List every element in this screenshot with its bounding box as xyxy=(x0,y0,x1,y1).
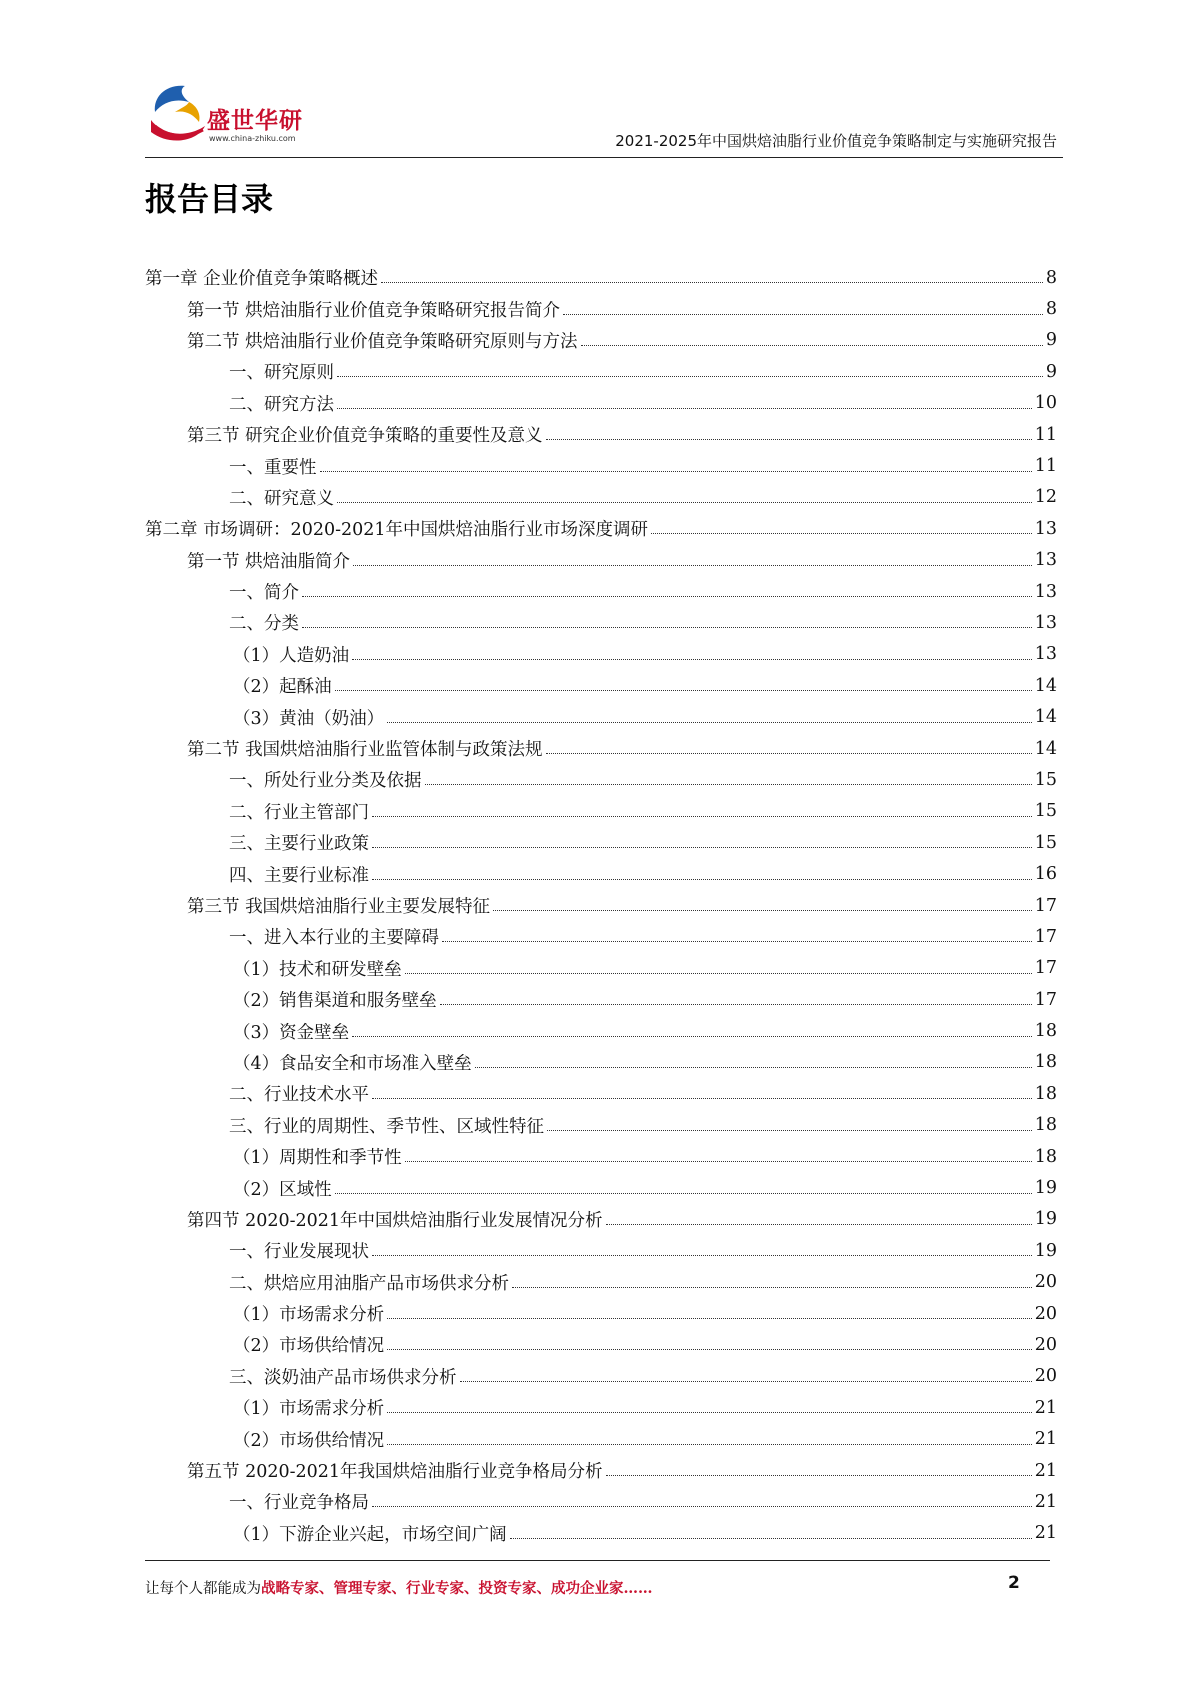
toc-entry-label: 二、行业技术水平 xyxy=(229,1085,369,1106)
toc-entry-page: 17 xyxy=(1034,895,1057,916)
toc-entry-page: 11 xyxy=(1034,456,1057,477)
toc-entry[interactable] xyxy=(145,670,1057,701)
toc-dot-leader xyxy=(335,1193,1032,1194)
toc-entry-label: 一、重要性 xyxy=(229,457,317,478)
toc-entry-page: 14 xyxy=(1034,738,1057,759)
toc-entry-label: 第一章 企业价值竞争策略概述 xyxy=(145,269,379,290)
toc-entry[interactable] xyxy=(145,1078,1057,1109)
toc-dot-leader xyxy=(425,784,1032,785)
toc-entry[interactable] xyxy=(145,1486,1057,1517)
toc-entry-page: 21 xyxy=(1034,1491,1057,1512)
toc-entry-label: （2）销售渠道和服务壁垒 xyxy=(233,991,437,1012)
toc-entry-label: （2）区域性 xyxy=(233,1179,332,1200)
toc-entry[interactable] xyxy=(145,1298,1057,1329)
toc-entry-page: 17 xyxy=(1034,926,1057,947)
toc-entry-page: 19 xyxy=(1034,1209,1057,1230)
toc-entry-label: 第二节 烘焙油脂行业价值竞争策略研究原则与方法 xyxy=(187,331,578,352)
toc-entry[interactable] xyxy=(145,513,1057,544)
toc-dot-leader xyxy=(606,1224,1032,1225)
toc-entry[interactable] xyxy=(145,607,1057,638)
toc-entry-label: （3）黄油（奶油） xyxy=(233,708,385,729)
toc-entry[interactable] xyxy=(145,858,1057,889)
toc-entry[interactable] xyxy=(145,419,1057,450)
toc-dot-leader xyxy=(547,1130,1032,1131)
toc-entry-page: 17 xyxy=(1034,989,1057,1010)
logo-name: 盛世华研 xyxy=(207,108,303,134)
toc-entry-label: （1）市场需求分析 xyxy=(233,1399,385,1420)
toc-entry[interactable] xyxy=(145,921,1057,952)
toc-entry-page: 18 xyxy=(1034,1052,1057,1073)
toc-dot-leader xyxy=(337,408,1032,409)
toc-entry-label: 第一节 烘焙油脂简介 xyxy=(187,551,351,572)
toc-entry-label: （1）周期性和季节性 xyxy=(233,1148,402,1169)
toc-entry[interactable] xyxy=(145,701,1057,732)
toc-entry[interactable] xyxy=(145,1141,1057,1172)
toc-entry[interactable] xyxy=(145,890,1057,921)
toc-entry-label: 三、行业的周期性、季节性、区域性特征 xyxy=(229,1116,544,1137)
toc-entry-page: 15 xyxy=(1034,832,1057,853)
toc-dot-leader xyxy=(651,533,1032,534)
toc-entry[interactable] xyxy=(145,1423,1057,1454)
toc-entry-page: 17 xyxy=(1034,958,1057,979)
toc-entry-label: 第三节 研究企业价值竞争策略的重要性及意义 xyxy=(187,426,543,447)
toc-entry-label: 三、淡奶油产品市场供求分析 xyxy=(229,1367,457,1388)
toc-entry-label: （1）技术和研发壁垒 xyxy=(233,959,402,980)
toc-dot-leader xyxy=(460,1381,1032,1382)
toc-entry-page: 9 xyxy=(1045,330,1057,351)
toc-dot-leader xyxy=(475,1067,1032,1068)
toc-entry-label: （1）下游企业兴起，市场空间广阔 xyxy=(233,1524,507,1545)
toc-entry-page: 20 xyxy=(1034,1272,1057,1293)
toc-entry[interactable] xyxy=(145,1455,1057,1486)
toc-entry[interactable] xyxy=(145,984,1057,1015)
toc-entry-page: 9 xyxy=(1045,361,1057,382)
toc-dot-leader xyxy=(606,1475,1032,1476)
toc-dot-leader xyxy=(387,1444,1032,1445)
toc-entry-label: 二、研究意义 xyxy=(229,488,334,509)
toc-entry-page: 13 xyxy=(1034,581,1057,602)
report-title: 2021-2025年中国烘焙油脂行业价值竞争策略制定与实施研究报告 xyxy=(615,132,1057,150)
toc-dot-leader xyxy=(372,816,1032,817)
page-header xyxy=(145,80,1065,160)
toc-dot-leader xyxy=(387,1412,1032,1413)
toc-entry-label: 一、所处行业分类及依据 xyxy=(229,771,422,792)
toc-entry-label: 一、简介 xyxy=(229,583,299,604)
toc-dot-leader xyxy=(372,879,1032,880)
toc-entry-page: 15 xyxy=(1034,801,1057,822)
toc-entry[interactable] xyxy=(145,576,1057,607)
toc-dot-leader xyxy=(302,627,1032,628)
toc-entry-page: 10 xyxy=(1034,393,1057,414)
toc-entry[interactable] xyxy=(145,262,1057,293)
toc-heading: 报告目录 xyxy=(145,180,274,218)
toc-dot-leader xyxy=(372,1506,1032,1507)
toc-entry-label: 第五节 2020-2021年我国烘焙油脂行业竞争格局分析 xyxy=(187,1462,603,1483)
toc-entry-page: 19 xyxy=(1034,1240,1057,1261)
toc-entry[interactable] xyxy=(145,1110,1057,1141)
toc-entry-page: 20 xyxy=(1034,1303,1057,1324)
toc-entry[interactable] xyxy=(145,1047,1057,1078)
toc-dot-leader xyxy=(510,1538,1032,1539)
toc-dot-leader xyxy=(581,345,1043,346)
toc-entry-page: 20 xyxy=(1034,1334,1057,1355)
toc-dot-leader xyxy=(372,847,1032,848)
toc-entry-label: 第一节 烘焙油脂行业价值竞争策略研究报告简介 xyxy=(187,300,561,321)
toc-entry[interactable] xyxy=(145,325,1057,356)
toc-entry-page: 8 xyxy=(1045,267,1057,288)
toc-dot-leader xyxy=(387,1318,1032,1319)
toc-entry[interactable] xyxy=(145,356,1057,387)
toc-dot-leader xyxy=(387,1349,1032,1350)
toc-entry-page: 13 xyxy=(1034,612,1057,633)
toc-dot-leader xyxy=(320,471,1032,472)
footer-divider xyxy=(145,1560,1050,1561)
toc-entry[interactable] xyxy=(145,733,1057,764)
toc-entry[interactable] xyxy=(145,827,1057,858)
toc-dot-leader xyxy=(302,596,1032,597)
toc-entry[interactable] xyxy=(145,1361,1057,1392)
toc-entry[interactable] xyxy=(145,796,1057,827)
table-of-contents xyxy=(145,262,1057,1549)
toc-dot-leader xyxy=(563,314,1043,315)
toc-dot-leader xyxy=(352,659,1032,660)
footer-slogan xyxy=(145,1577,653,1598)
toc-entry[interactable] xyxy=(145,953,1057,984)
toc-dot-leader xyxy=(512,1287,1032,1288)
footer-slogan-prefix: 让每个人都能成为 xyxy=(145,1581,261,1597)
toc-entry-page: 21 xyxy=(1034,1523,1057,1544)
toc-entry-page: 18 xyxy=(1034,1146,1057,1167)
page-number: 2 xyxy=(1008,1573,1020,1593)
toc-entry[interactable] xyxy=(145,1518,1057,1549)
toc-entry-label: 三、主要行业政策 xyxy=(229,834,369,855)
toc-entry-page: 13 xyxy=(1034,644,1057,665)
footer-slogan-highlight: 战略专家、管理专家、行业专家、投资专家、成功企业家…… xyxy=(261,1580,653,1597)
toc-dot-leader xyxy=(372,1255,1032,1256)
toc-entry[interactable] xyxy=(145,293,1057,324)
toc-entry-label: 一、行业竞争格局 xyxy=(229,1493,369,1514)
toc-entry-page: 14 xyxy=(1034,675,1057,696)
toc-entry[interactable] xyxy=(145,1172,1057,1203)
toc-entry-page: 14 xyxy=(1034,707,1057,728)
toc-entry-page: 11 xyxy=(1034,424,1057,445)
toc-entry-page: 8 xyxy=(1045,299,1057,320)
toc-entry-page: 18 xyxy=(1034,1021,1057,1042)
toc-entry[interactable] xyxy=(145,450,1057,481)
toc-entry[interactable] xyxy=(145,545,1057,576)
toc-entry-label: （1）人造奶油 xyxy=(233,645,350,666)
toc-entry-label: 二、研究方法 xyxy=(229,394,334,415)
toc-dot-leader xyxy=(381,282,1043,283)
toc-entry-label: 二、行业主管部门 xyxy=(229,802,369,823)
toc-entry-label: 二、烘焙应用油脂产品市场供求分析 xyxy=(229,1273,509,1294)
toc-entry-page: 12 xyxy=(1034,487,1057,508)
toc-dot-leader xyxy=(387,722,1032,723)
toc-entry-label: （4）食品安全和市场准入壁垒 xyxy=(233,1053,472,1074)
toc-entry-page: 21 xyxy=(1034,1429,1057,1450)
toc-entry-page: 19 xyxy=(1034,1178,1057,1199)
toc-entry-page: 13 xyxy=(1034,550,1057,571)
toc-entry[interactable] xyxy=(145,388,1057,419)
toc-entry-page: 21 xyxy=(1034,1460,1057,1481)
toc-entry-label: （2）市场供给情况 xyxy=(233,1336,385,1357)
toc-entry[interactable] xyxy=(145,482,1057,513)
toc-entry-page: 13 xyxy=(1034,518,1057,539)
toc-entry-label: 四、主要行业标准 xyxy=(229,865,369,886)
logo-emblem-icon xyxy=(145,80,215,152)
toc-dot-leader xyxy=(335,690,1032,691)
toc-entry-label: （1）市场需求分析 xyxy=(233,1305,385,1326)
toc-dot-leader xyxy=(337,502,1032,503)
toc-dot-leader xyxy=(440,1004,1032,1005)
logo-url: www.china-zhiku.com xyxy=(209,134,296,143)
toc-entry[interactable] xyxy=(145,1235,1057,1266)
toc-entry-label: 第二节 我国烘焙油脂行业监管体制与政策法规 xyxy=(187,740,543,761)
toc-entry-label: 第二章 市场调研：2020-2021年中国烘焙油脂行业市场深度调研 xyxy=(145,520,649,541)
toc-entry-label: 一、进入本行业的主要障碍 xyxy=(229,928,439,949)
toc-dot-leader xyxy=(442,941,1032,942)
toc-dot-leader xyxy=(405,973,1032,974)
toc-entry-page: 18 xyxy=(1034,1083,1057,1104)
toc-entry-page: 21 xyxy=(1034,1397,1057,1418)
company-logo xyxy=(145,80,325,152)
toc-entry-label: 第四节 2020-2021年中国烘焙油脂行业发展情况分析 xyxy=(187,1210,603,1231)
toc-entry-page: 15 xyxy=(1034,769,1057,790)
toc-dot-leader xyxy=(352,1036,1032,1037)
toc-dot-leader xyxy=(546,439,1032,440)
toc-entry[interactable] xyxy=(145,1329,1057,1360)
toc-entry[interactable] xyxy=(145,1015,1057,1046)
toc-entry-label: 二、分类 xyxy=(229,614,299,635)
toc-entry[interactable] xyxy=(145,639,1057,670)
toc-entry[interactable] xyxy=(145,1392,1057,1423)
toc-entry[interactable] xyxy=(145,764,1057,795)
toc-entry-label: 一、研究原则 xyxy=(229,363,334,384)
toc-entry-page: 18 xyxy=(1034,1115,1057,1136)
toc-entry-page: 16 xyxy=(1034,864,1057,885)
toc-dot-leader xyxy=(353,565,1032,566)
toc-dot-leader xyxy=(493,910,1032,911)
toc-entry-label: （2）起酥油 xyxy=(233,677,332,698)
header-divider xyxy=(145,157,1063,158)
toc-entry-label: （2）市场供给情况 xyxy=(233,1430,385,1451)
toc-dot-leader xyxy=(546,753,1032,754)
toc-entry-label: 第三节 我国烘焙油脂行业主要发展特征 xyxy=(187,897,491,917)
toc-dot-leader xyxy=(337,376,1043,377)
toc-entry[interactable] xyxy=(145,1267,1057,1298)
toc-dot-leader xyxy=(405,1161,1032,1162)
toc-entry-label: 一、行业发展现状 xyxy=(229,1242,369,1263)
toc-entry[interactable] xyxy=(145,1204,1057,1235)
toc-entry-page: 20 xyxy=(1034,1366,1057,1387)
toc-entry-label: （3）资金壁垒 xyxy=(233,1022,350,1043)
toc-dot-leader xyxy=(372,1098,1032,1099)
